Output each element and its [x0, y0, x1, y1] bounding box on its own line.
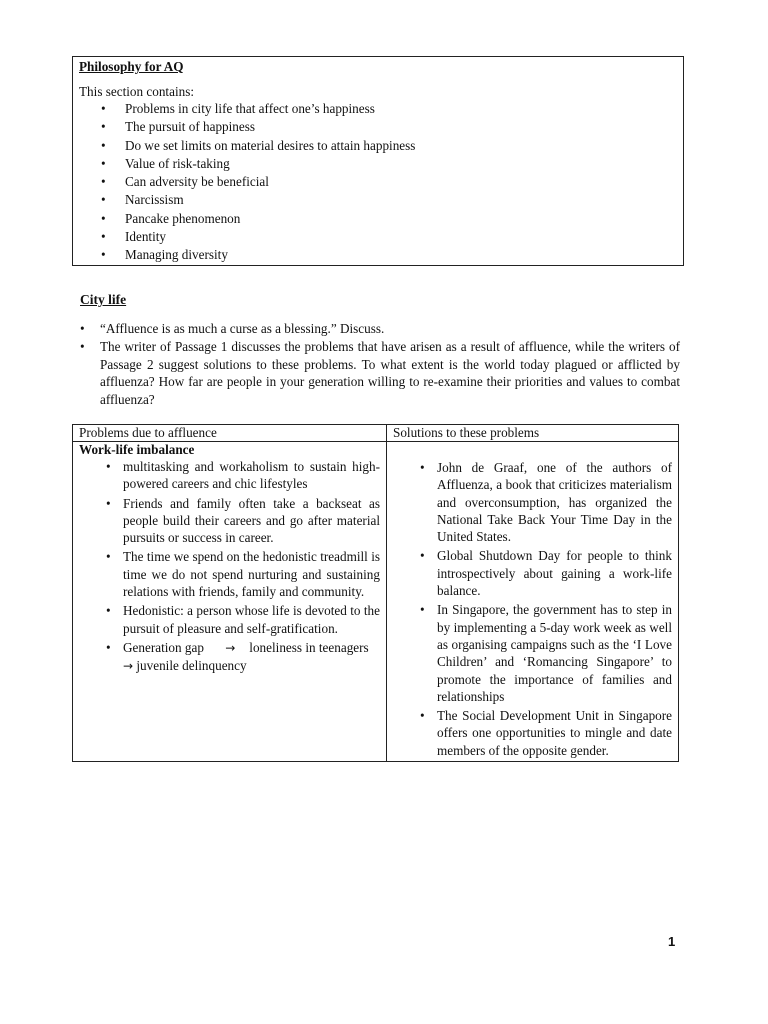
table-row: [73, 442, 679, 762]
topic-item: • Do we set limits on material desires to attain happiness: [79, 137, 683, 155]
topic-item: • Pancake phenomenon: [79, 210, 683, 228]
topic-item: • Narcissism: [79, 191, 683, 209]
solution-list: [393, 442, 672, 759]
topic-item: • Identity: [79, 228, 683, 246]
solution-item: • Global Shutdown Day for people to think introspectively about gaining a work-life balance.: [393, 547, 672, 599]
topic-item: • Managing diversity: [79, 246, 683, 264]
problem-item-generation-gap: [79, 639, 380, 676]
section-title: Philosophy for AQ: [79, 59, 184, 74]
topic-list: [79, 100, 683, 265]
problem-list: [79, 458, 380, 676]
arrow-right-icon: →: [123, 659, 134, 674]
topic-item: • The pursuit of happiness: [79, 118, 683, 136]
philosophy-section-box: [72, 56, 684, 266]
loneliness-text: loneliness in teenagers: [249, 639, 369, 655]
category-label: Work-life imbalance: [79, 442, 195, 457]
solution-item: • The Social Development Unit in Singapore offers one opportunities to mingle and date members of the opposite gender.: [393, 707, 672, 759]
solutions-header: Solutions to these problems: [387, 425, 679, 442]
page-number: 1: [668, 934, 676, 949]
solution-item: • John de Graaf, one of the authors of Affluenza, a book that criticizes materialism and overconsumption, has organized the National Take Back Your Time Day in the United States.: [393, 459, 672, 545]
solution-item: • In Singapore, the government has to step in by implementing a 5-day work week as well as organising campaigns such as the ‘I Love Children’ and ‘Romancing Singapore’ to promote the importance of families and relationships: [393, 601, 672, 705]
problem-item: • Friends and family often take a backseat as people build their careers and go after material pursuits or success in career.: [79, 495, 380, 547]
arrow-right-icon: →: [225, 640, 236, 655]
problems-cell: [73, 442, 387, 762]
question-item: • “Affluence is as much a curse as a blessing.” Discuss.: [80, 320, 680, 338]
delinquency-text: juvenile delinquency: [136, 658, 247, 674]
section-intro: This section contains:: [79, 84, 195, 99]
generation-gap-text: Generation gap: [123, 639, 204, 655]
affluence-table: [72, 424, 679, 762]
topic-item: • Value of risk-taking: [79, 155, 683, 173]
topic-item: • Problems in city life that affect one’s happiness: [79, 100, 683, 118]
problem-item: • Hedonistic: a person whose life is devoted to the pursuit of pleasure and self-gratification.: [79, 602, 380, 637]
problem-item: • multitasking and workaholism to sustain high-powered careers and chic lifestyles: [79, 458, 380, 493]
table-header-row: [73, 425, 679, 442]
solutions-cell: [387, 442, 679, 762]
problem-item: • The time we spend on the hedonistic treadmill is time we do not spend nurturing and sustaining relations with friends, family and community.: [79, 548, 380, 600]
question-list: [80, 320, 680, 409]
city-life-heading: City life: [80, 292, 127, 307]
question-item: • The writer of Passage 1 discusses the problems that have arisen as a result of affluence, while the writers of Passage 2 suggest solutions to these problems. To what extent is the world today plagued or afflicted by affluenza? How far are people in your generation willing to re-examine their priorities and values to combat affluenza?: [80, 338, 680, 409]
problems-header: Problems due to affluence: [73, 425, 387, 442]
topic-item: • Can adversity be beneficial: [79, 173, 683, 191]
